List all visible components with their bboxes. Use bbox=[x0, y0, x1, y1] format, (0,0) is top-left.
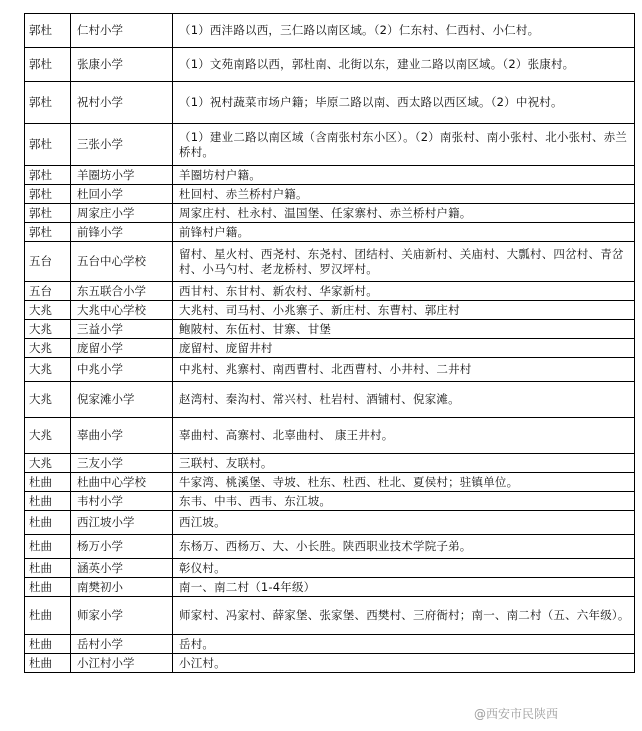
enrollment-scope-cell: 牛家湾、桃溪堡、寺坡、杜东、杜西、杜北、夏侯村；驻镇单位。 bbox=[173, 473, 635, 492]
town-cell: 大兆 bbox=[25, 358, 71, 382]
enrollment-scope-cell: 三联村、友联村。 bbox=[173, 454, 635, 473]
table-row bbox=[25, 511, 635, 535]
town-cell: 大兆 bbox=[25, 320, 71, 339]
table-row bbox=[25, 654, 635, 673]
enrollment-scope-cell: 羊圈坊村户籍。 bbox=[173, 166, 635, 185]
school-district-table bbox=[24, 13, 635, 673]
enrollment-scope-cell: 赵湾村、秦沟村、常兴村、杜岩村、酒铺村、倪家滩。 bbox=[173, 382, 635, 418]
enrollment-scope-cell: 前锋村户籍。 bbox=[173, 223, 635, 242]
enrollment-scope-cell: 大兆村、司马村、小兆寨子、新庄村、东曹村、郭庄村 bbox=[173, 301, 635, 320]
table-row bbox=[25, 48, 635, 82]
enrollment-scope-cell: （1）文苑南路以西，郭杜南、北街以东，建业二路以南区域。（2）张康村。 bbox=[173, 48, 635, 82]
town-cell: 大兆 bbox=[25, 382, 71, 418]
town-cell: 五台 bbox=[25, 282, 71, 301]
enrollment-scope-cell: 中兆村、兆寨村、南西曹村、北西曹村、小井村、二井村 bbox=[173, 358, 635, 382]
enrollment-scope-cell: 彰仪村。 bbox=[173, 559, 635, 578]
school-name-cell: 倪家滩小学 bbox=[71, 382, 173, 418]
town-cell: 杜曲 bbox=[25, 511, 71, 535]
town-cell: 郭杜 bbox=[25, 48, 71, 82]
table-body bbox=[25, 14, 635, 673]
table-row bbox=[25, 339, 635, 358]
school-name-cell: 师家小学 bbox=[71, 597, 173, 635]
table-row bbox=[25, 635, 635, 654]
town-cell: 杜曲 bbox=[25, 597, 71, 635]
enrollment-scope-cell: 鲍陂村、东伍村、甘寨、甘堡 bbox=[173, 320, 635, 339]
town-cell: 郭杜 bbox=[25, 223, 71, 242]
school-name-cell: 大兆中心学校 bbox=[71, 301, 173, 320]
town-cell: 大兆 bbox=[25, 339, 71, 358]
watermark: @西安市民陕西 bbox=[474, 707, 559, 721]
school-name-cell: 祝村小学 bbox=[71, 82, 173, 124]
enrollment-scope-cell: 南一、南二村（1-4年级） bbox=[173, 578, 635, 597]
town-cell: 杜曲 bbox=[25, 654, 71, 673]
school-name-cell: 岳村小学 bbox=[71, 635, 173, 654]
table-row bbox=[25, 320, 635, 339]
table-row bbox=[25, 418, 635, 454]
enrollment-scope-cell: 小江村。 bbox=[173, 654, 635, 673]
town-cell: 杜曲 bbox=[25, 635, 71, 654]
table-row bbox=[25, 82, 635, 124]
school-name-cell: 三友小学 bbox=[71, 454, 173, 473]
school-name-cell: 三张小学 bbox=[71, 124, 173, 166]
school-name-cell: 前锋小学 bbox=[71, 223, 173, 242]
school-name-cell: 中兆小学 bbox=[71, 358, 173, 382]
table-row bbox=[25, 578, 635, 597]
school-name-cell: 辜曲小学 bbox=[71, 418, 173, 454]
enrollment-scope-cell: （1）建业二路以南区域（含南张村东小区）。（2）南张村、南小张村、北小张村、赤兰桥村。 bbox=[173, 124, 635, 166]
school-name-cell: 韦村小学 bbox=[71, 492, 173, 511]
town-cell: 杜曲 bbox=[25, 535, 71, 559]
town-cell: 杜曲 bbox=[25, 559, 71, 578]
table-row bbox=[25, 559, 635, 578]
school-name-cell: 西江坡小学 bbox=[71, 511, 173, 535]
table-row bbox=[25, 454, 635, 473]
school-name-cell: 杨万小学 bbox=[71, 535, 173, 559]
table-row bbox=[25, 282, 635, 301]
town-cell: 大兆 bbox=[25, 418, 71, 454]
table-row bbox=[25, 242, 635, 282]
school-name-cell: 张康小学 bbox=[71, 48, 173, 82]
enrollment-scope-cell: 杜回村、赤兰桥村户籍。 bbox=[173, 185, 635, 204]
town-cell: 郭杜 bbox=[25, 204, 71, 223]
enrollment-scope-cell: 辜曲村、高寨村、北辜曲村、 康王井村。 bbox=[173, 418, 635, 454]
school-name-cell: 涵英小学 bbox=[71, 559, 173, 578]
town-cell: 郭杜 bbox=[25, 166, 71, 185]
school-name-cell: 杜曲中心学校 bbox=[71, 473, 173, 492]
enrollment-scope-cell: 西江坡。 bbox=[173, 511, 635, 535]
school-name-cell: 三益小学 bbox=[71, 320, 173, 339]
table-row bbox=[25, 223, 635, 242]
school-name-cell: 仁村小学 bbox=[71, 14, 173, 48]
enrollment-scope-cell: （1）西沣路以西，三仁路以南区域。（2）仁东村、仁西村、小仁村。 bbox=[173, 14, 635, 48]
town-cell: 杜曲 bbox=[25, 492, 71, 511]
table-row bbox=[25, 166, 635, 185]
school-name-cell: 杜回小学 bbox=[71, 185, 173, 204]
enrollment-scope-cell: 西甘村、东甘村、新农村、华家新村。 bbox=[173, 282, 635, 301]
town-cell: 郭杜 bbox=[25, 185, 71, 204]
town-cell: 杜曲 bbox=[25, 578, 71, 597]
enrollment-scope-cell: 东杨万、西杨万、大、小长胜。陕西职业技术学院子弟。 bbox=[173, 535, 635, 559]
table-row bbox=[25, 124, 635, 166]
table-row bbox=[25, 492, 635, 511]
enrollment-scope-cell: 留村、星火村、西尧村、东尧村、团结村、关庙新村、关庙村、大瓢村、四岔村、青岔村、小马勺村、老龙桥村、罗汉坪村。 bbox=[173, 242, 635, 282]
table-row bbox=[25, 204, 635, 223]
town-cell: 五台 bbox=[25, 242, 71, 282]
town-cell: 大兆 bbox=[25, 301, 71, 320]
school-name-cell: 庞留小学 bbox=[71, 339, 173, 358]
enrollment-scope-cell: 东韦、中韦、西韦、东江坡。 bbox=[173, 492, 635, 511]
enrollment-scope-cell: （1）祝村蔬菜市场户籍；毕原二路以南、西太路以西区域。（2）中祝村。 bbox=[173, 82, 635, 124]
school-name-cell: 五台中心学校 bbox=[71, 242, 173, 282]
enrollment-scope-cell: 岳村。 bbox=[173, 635, 635, 654]
town-cell: 郭杜 bbox=[25, 14, 71, 48]
table-row bbox=[25, 535, 635, 559]
table-row bbox=[25, 382, 635, 418]
school-name-cell: 南樊初小 bbox=[71, 578, 173, 597]
table-row bbox=[25, 185, 635, 204]
school-name-cell: 周家庄小学 bbox=[71, 204, 173, 223]
table-row bbox=[25, 301, 635, 320]
school-name-cell: 东五联合小学 bbox=[71, 282, 173, 301]
town-cell: 郭杜 bbox=[25, 124, 71, 166]
table-row bbox=[25, 14, 635, 48]
table-row bbox=[25, 473, 635, 492]
enrollment-scope-cell: 庞留村、庞留井村 bbox=[173, 339, 635, 358]
table-row bbox=[25, 597, 635, 635]
enrollment-scope-cell: 师家村、冯家村、薛家堡、张家堡、西樊村、三府衙村；南一、南二村（五、六年级）。 bbox=[173, 597, 635, 635]
town-cell: 大兆 bbox=[25, 454, 71, 473]
school-name-cell: 小江村小学 bbox=[71, 654, 173, 673]
school-name-cell: 羊圈坊小学 bbox=[71, 166, 173, 185]
town-cell: 郭杜 bbox=[25, 82, 71, 124]
enrollment-scope-cell: 周家庄村、杜永村、温国堡、任家寨村、赤兰桥村户籍。 bbox=[173, 204, 635, 223]
table-row bbox=[25, 358, 635, 382]
town-cell: 杜曲 bbox=[25, 473, 71, 492]
